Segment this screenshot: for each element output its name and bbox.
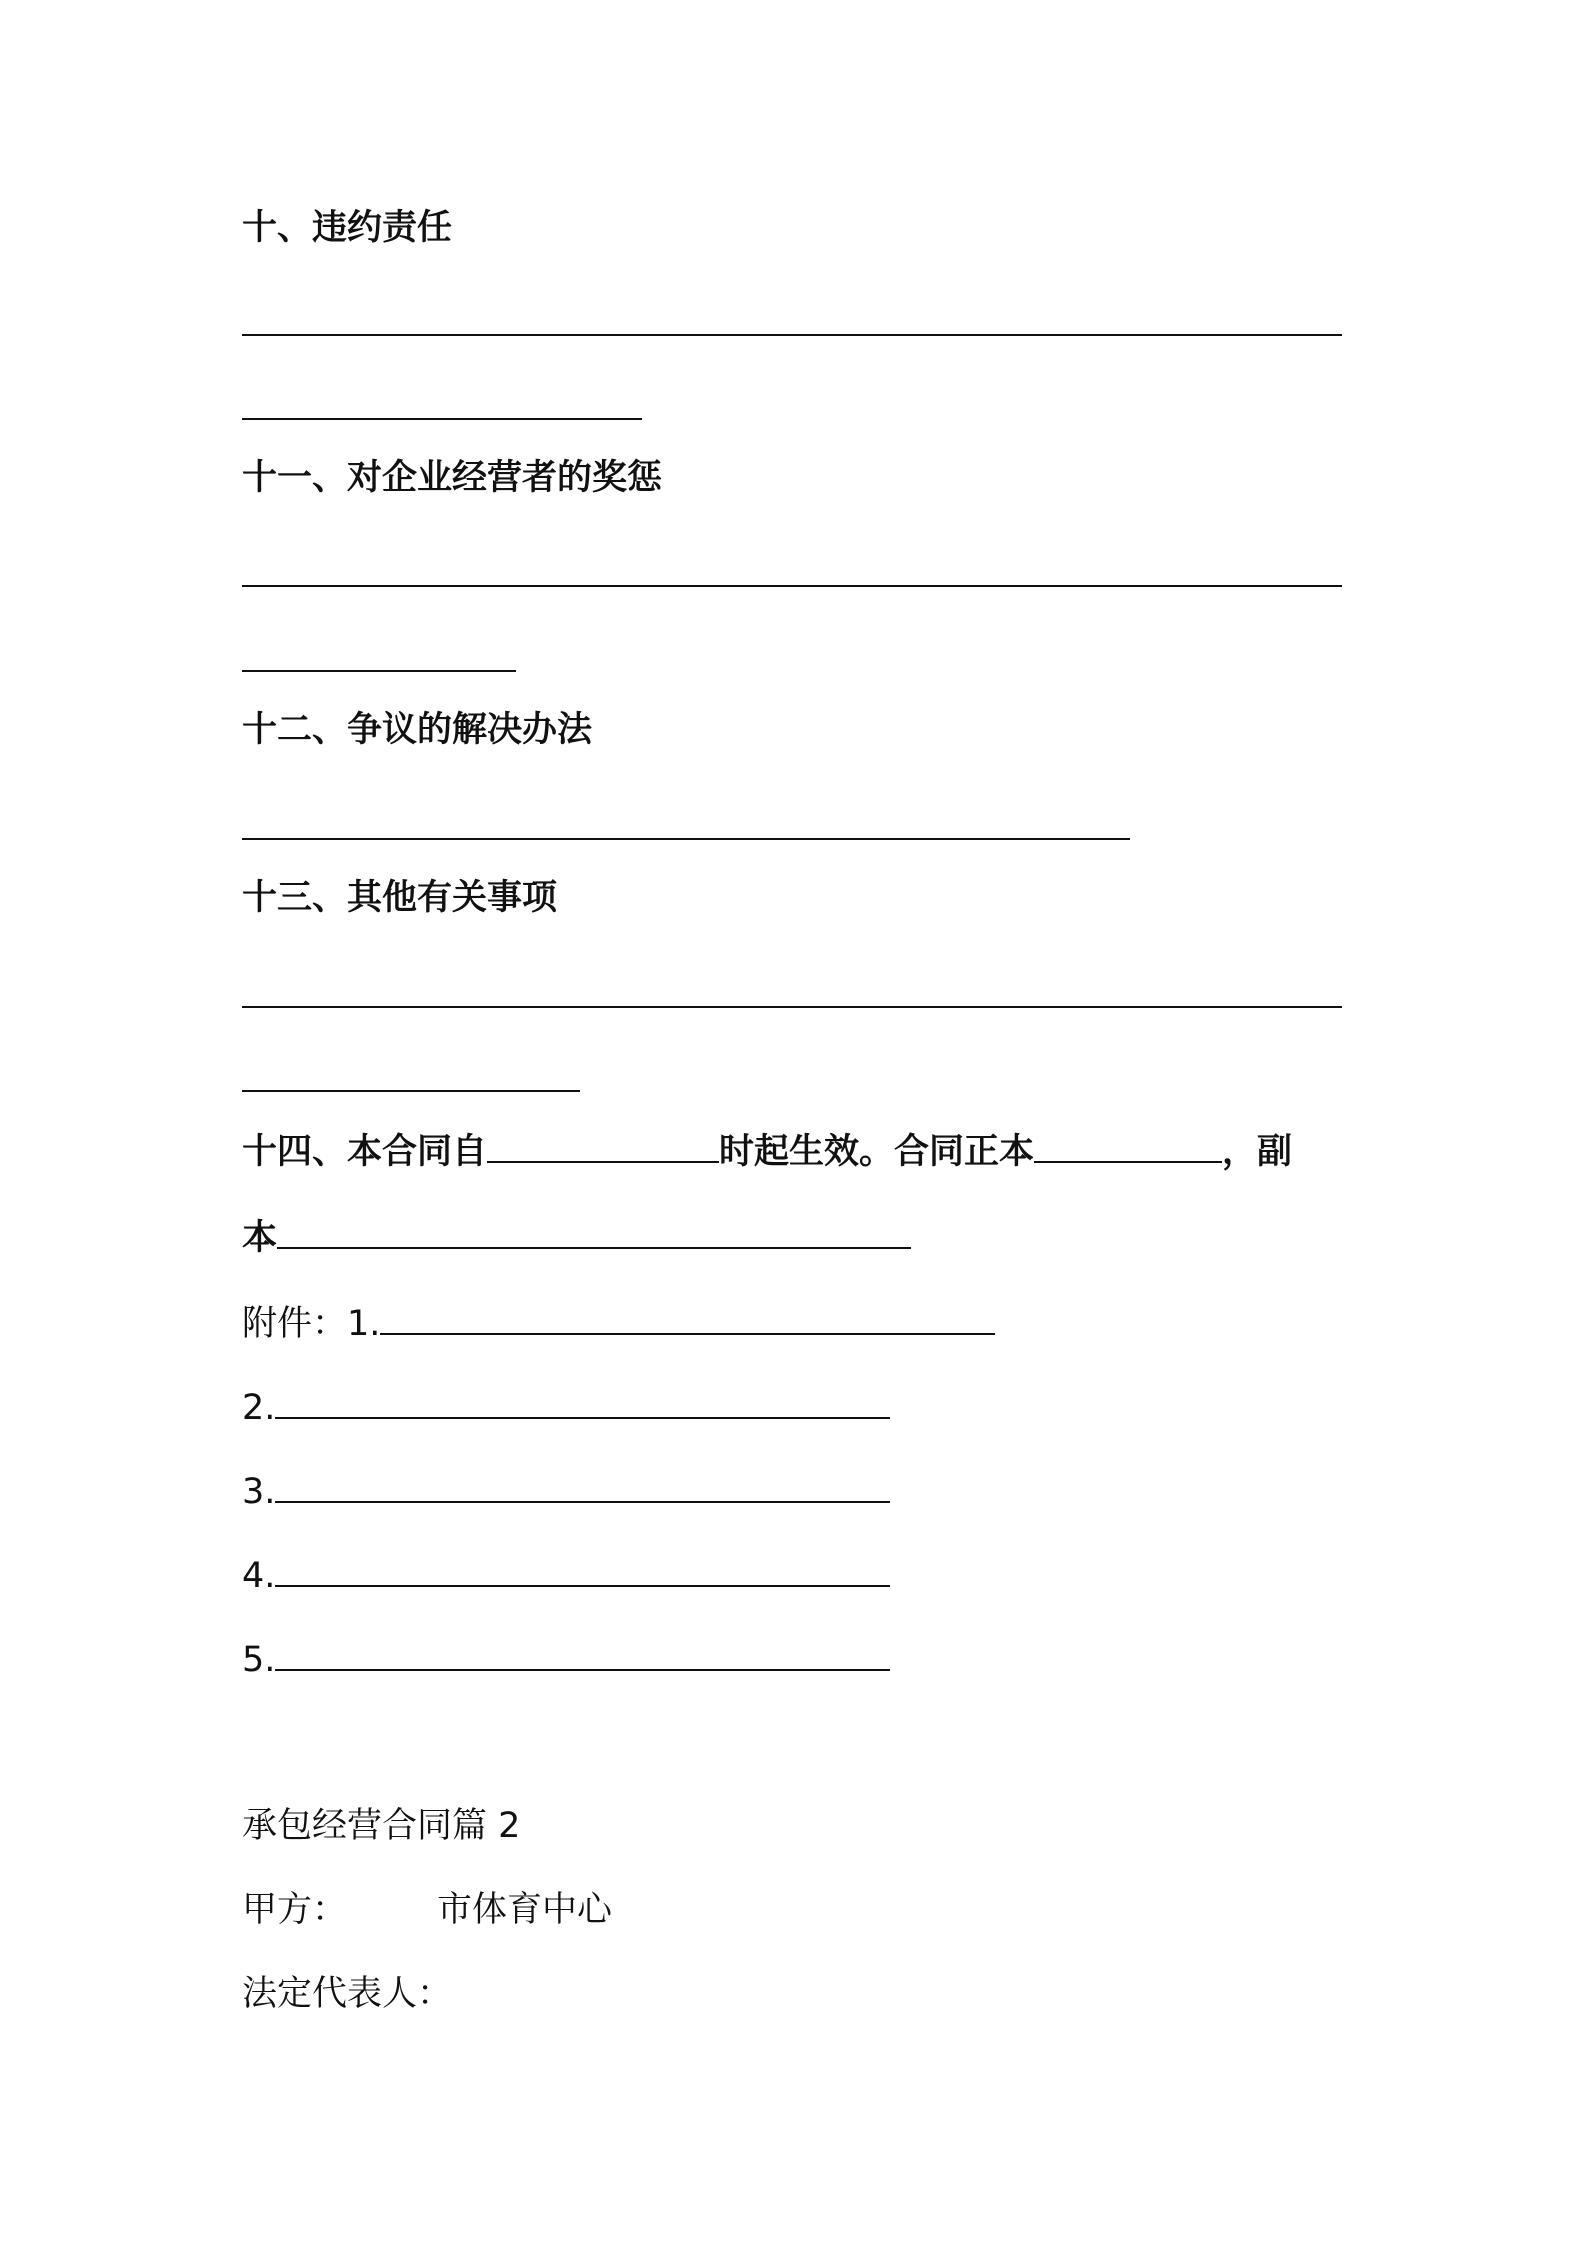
effective-date-blank[interactable] <box>487 1161 719 1163</box>
attachment-blank[interactable] <box>380 1333 995 1335</box>
section-14-line-1 <box>242 1130 1342 1174</box>
attachment-number: 1. <box>347 1304 381 1344</box>
duplicate-copies-blank[interactable] <box>277 1247 911 1249</box>
attachment-number: 2. <box>242 1388 276 1428</box>
section-14-original-text: 时起生效。合同正本 <box>719 1132 1035 1172</box>
attachment-item-4 <box>242 1554 890 1598</box>
section-13-blank-line-1[interactable] <box>242 1006 1342 1008</box>
section-13-title: 十三、其他有关事项 <box>242 878 558 918</box>
party-a-value: 市体育中心 <box>437 1890 613 1930</box>
section-12-title: 十二、争议的解决办法 <box>242 710 593 750</box>
attachment-blank[interactable] <box>275 1501 890 1503</box>
attachment-item-5 <box>242 1638 890 1682</box>
section-10-blank-line-1[interactable] <box>242 334 1342 336</box>
contract-2-title: 承包经营合同篇 2 <box>242 1806 521 1846</box>
attachment-blank[interactable] <box>275 1417 890 1419</box>
attachment-number: 4. <box>242 1556 276 1596</box>
attachment-item-1 <box>242 1302 995 1346</box>
party-a-line <box>242 1888 612 1932</box>
section-10-title: 十、违约责任 <box>242 208 453 248</box>
attachment-blank[interactable] <box>275 1585 890 1587</box>
attachment-item-2 <box>242 1386 890 1430</box>
attachment-number: 5. <box>242 1640 276 1680</box>
section-14-duplicate-suffix: 本 <box>242 1218 278 1258</box>
attachment-blank[interactable] <box>275 1669 890 1671</box>
attachment-item-3 <box>242 1470 890 1514</box>
attachments-label: 附件： <box>242 1304 348 1344</box>
party-a-label: 甲方： <box>242 1890 348 1930</box>
attachment-number: 3. <box>242 1472 276 1512</box>
section-12-blank-line-1[interactable] <box>242 838 1130 840</box>
section-13-blank-line-2[interactable] <box>242 1090 580 1092</box>
section-14-duplicate-text: ，副 <box>1222 1132 1293 1172</box>
legal-representative-label: 法定代表人： <box>242 1974 453 2014</box>
section-11-blank-line-1[interactable] <box>242 585 1342 587</box>
original-copies-blank[interactable] <box>1034 1161 1222 1163</box>
section-11-blank-line-2[interactable] <box>242 670 516 672</box>
section-10-blank-line-2[interactable] <box>242 418 642 420</box>
section-14-effective-text: 十四、本合同自 <box>242 1132 488 1172</box>
section-14-line-2 <box>242 1216 911 1260</box>
section-11-title: 十一、对企业经营者的奖惩 <box>242 458 663 498</box>
